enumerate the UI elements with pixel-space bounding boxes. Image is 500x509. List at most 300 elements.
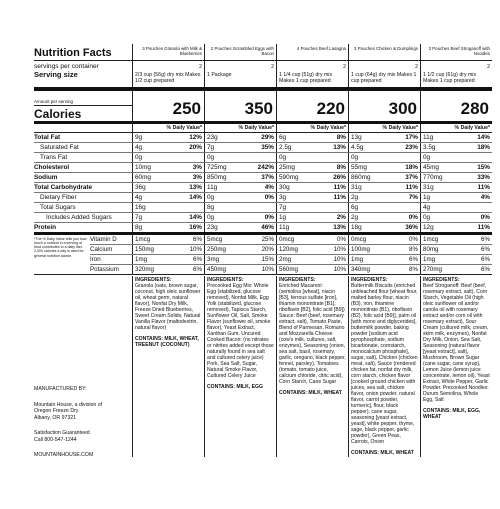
nutrient-daily-value: 12% [189, 133, 202, 141]
vitamin-cell [420, 245, 492, 254]
nutrient-cell [348, 203, 420, 212]
ingredients-text: Buttermilk Biscuits (enriched unbleached flour [wheat flour, malted barley flour, niacin (B3), iron, thiamine mononitrate (B1), riboflavin (B2), folic acid (B9)], palm oil [with mono and diglycerides], buttermilk powder, baking powder [sodium acid pyrophosphate, sodium bicarbonate, cornstarch, monocalcium phosphate], sugar, salt), Chicken (chicken meat, salt), Sauce (rendered chicken fat, nonfat dry milk, corn starch, chicken flavor [cooked ground chicken with juices, sea salt, chicken flavor, onion powder, natural flavor, carrot powder, turmeric], flour, black pepper), cane sugar, seasoning [yeast extract, yeast], white pepper, thyme, sage, black pepper, garlic powder), Green Peas, Carrots, Onion [351, 282, 418, 445]
vitamin-row [90, 235, 492, 245]
nutrient-daily-value: 0% [408, 213, 418, 221]
nutrient-amount: 12g [423, 223, 434, 231]
nutrient-amount: 0g [279, 153, 287, 161]
vitamin-cell [276, 235, 348, 244]
calories-value-5: 280 [420, 91, 492, 121]
nutrient-daily-value: 0% [264, 193, 274, 201]
vitamin-daily-value: 10% [333, 245, 346, 253]
nutrient-row [34, 203, 492, 213]
nutrient-amount: 0g [207, 153, 215, 161]
nutrient-row [34, 153, 492, 163]
vitamin-amount: 0mcg [351, 235, 367, 243]
daily-value-footnote: *The % Daily Value tells you how much a nutrient in a serving of food contributes to a daily diet. 2,000 calories a day is used for general nutrition advice. [34, 236, 87, 258]
nutrient-name: Saturated Fat [40, 143, 79, 151]
vitamin-cell [204, 245, 276, 254]
nutrient-cell [204, 213, 276, 222]
vitamin-amount: 80mg [423, 245, 439, 253]
allergen-statement: CONTAINS: MILK, WHEAT [279, 389, 342, 396]
vitamin-daily-value: 10% [333, 255, 346, 263]
nutrient-amount: 23g [207, 223, 218, 231]
nutrient-daily-value: 13% [333, 143, 346, 151]
nutrient-name: Total Sugars [40, 203, 76, 211]
nutrient-daily-value: 35% [261, 143, 274, 151]
nutrient-amount: 590mg [279, 173, 299, 181]
nutrient-cell [348, 223, 420, 232]
dv-spacer [34, 124, 132, 132]
nutrient-cell [420, 173, 492, 182]
nutrient-cell [276, 173, 348, 182]
nutrient-amount: 0g [135, 153, 143, 161]
vitamin-amount: 5mcg [207, 235, 223, 243]
nutrient-cell [276, 193, 348, 202]
vitamin-cell [132, 245, 204, 254]
vitamin-amount: 2mg [279, 255, 292, 263]
vitamin-amount: 0mcg [279, 235, 295, 243]
amount-per-serving: Amount per serving [34, 99, 132, 106]
vitamin-daily-value: 0% [337, 235, 346, 243]
nutrient-cell [420, 163, 492, 172]
manufacturer-heading: MANUFACTURED BY: [34, 386, 87, 392]
nutrient-amount: 7g [207, 143, 215, 151]
nutrient-amount: 7g [279, 203, 287, 211]
nutrient-amount: 8g [207, 203, 215, 211]
nutrient-cell [132, 183, 204, 192]
website: MOUNTAINHOUSE.COM [34, 452, 94, 458]
ingredients-cell-2 [204, 276, 276, 457]
vitamin-cell [420, 265, 492, 274]
vitamin-cell [348, 255, 420, 264]
nutrient-cell [204, 203, 276, 212]
ingredients-heading: INGREDIENTS: [279, 276, 316, 283]
vitamin-daily-value: 20% [261, 245, 274, 253]
nutrient-daily-value: 8% [336, 133, 346, 141]
nutrient-cell [276, 163, 348, 172]
nutrient-amount: 4.5g [351, 143, 364, 151]
ingredients-text: Beef Stroganoff: Beef (beef, rosemary extract, salt), Corn Starch, Vegetable Oil (high oleic sunflower oil and/or canola oil with rosemary extract and/or corn oil with rosemary extract), Sour Cream (cultured milk, cream, skim milk, enzymes), Nonfat Dry Milk, Onion, Sea Salt, Seasoning (natural flavor [yeast extract], salt), Mushroom, Brown Sugar (cane sugar, cane syrup), Lemon Juice (lemon juice concentrate, lemon oil), Yeast Extract, White Pepper, Garlic Powder. Precooked Noodles: Durum Semolina, Whole Egg, Salt [423, 282, 490, 403]
vitamin-amount: 1mg [423, 255, 436, 263]
nutrient-amount: 2g [351, 213, 359, 221]
vitamin-row [90, 265, 492, 274]
nutrient-amount: 4g [423, 203, 431, 211]
vitamin-amount: 100mg [351, 245, 370, 253]
nutrient-daily-value: 11% [333, 193, 346, 201]
daily-value-header: % Daily Value* [348, 124, 420, 132]
nutrient-cell [420, 203, 492, 212]
calories-value-1: 250 [132, 91, 204, 121]
vitamin-name: Potassium [90, 265, 119, 273]
allergen-statement: CONTAINS: MILK, WHEAT, TREENUT (COCONUT) [135, 335, 199, 348]
nutrient-amount: 0g [351, 153, 359, 161]
vitamin-name: Vitamin D [90, 235, 117, 243]
nutrient-amount: 10mg [135, 163, 151, 171]
column-header-1: 3 Pouches Granola with Milk & Blueberries [132, 44, 204, 60]
vitamin-amount: 1mcg [423, 235, 439, 243]
daily-value-header: % Daily Value* [204, 124, 276, 132]
nutrient-cell [132, 133, 204, 142]
vitamin-daily-value: 10% [261, 265, 274, 273]
label-title: Nutrition Facts [34, 47, 112, 59]
vitamin-cell [204, 235, 276, 244]
nutrient-daily-value: 26% [333, 173, 346, 181]
nutrient-row [34, 173, 492, 183]
vitamin-cell [204, 255, 276, 264]
nutrient-cell [276, 183, 348, 192]
nutrient-amount: 18g [351, 223, 362, 231]
column-header-4: 3 Pouches Chicken & Dumplings [348, 44, 420, 60]
vitamin-cell [348, 265, 420, 274]
nutrient-amount: 4g [135, 143, 143, 151]
vitamin-cell [204, 265, 276, 274]
nutrient-cell [276, 213, 348, 222]
serving-cell-5 [420, 61, 492, 87]
nutrient-cell [132, 193, 204, 202]
manufacturer-line-2: Oregon Freeze Dry [34, 408, 79, 414]
nutrient-daily-value: 14% [477, 133, 490, 141]
vitamin-amount: 120mg [279, 245, 298, 253]
column-header-3: 4 Pouches Beef Lasagna [276, 44, 348, 60]
vitamin-cell [348, 245, 420, 254]
ingredients-cell-5 [420, 276, 492, 457]
nutrient-daily-value: 37% [405, 173, 418, 181]
nutrient-amount: 3g [279, 193, 287, 201]
vitamin-cell [132, 255, 204, 264]
nutrient-cell [204, 143, 276, 152]
nutrient-amount: 725mg [207, 163, 227, 171]
nutrient-name: Total Carbohydrate [34, 183, 93, 191]
vitamin-rows [90, 235, 492, 274]
nutrient-name: Total Fat [34, 133, 61, 141]
nutrient-row [34, 193, 492, 203]
vitamin-amount: 320mg [135, 265, 154, 273]
vitamin-daily-value: 6% [193, 255, 202, 263]
nutrient-daily-value: 15% [477, 163, 490, 171]
serving-size: 1 1/4 cup (51g) dry mix Makes 1 cup prepared [279, 71, 333, 84]
serving-size: 1 Package [207, 71, 232, 78]
vitamin-cell [132, 235, 204, 244]
ingredients-text: Granola (oats, brown sugar, coconut, high oleic sunflower oil, wheat germ, natural flavor), Nonfat Dry Milk, Freeze Dried Blueberries, Sweet Cream Solids, Natural Vanilla Flavor (maltodextrin, natural flavor) [135, 282, 201, 331]
nutrient-amount: 1g [279, 213, 287, 221]
label-header [34, 44, 492, 61]
nutrient-amount: 36g [135, 183, 146, 191]
nutrient-cell [132, 163, 204, 172]
nutrient-cell [204, 153, 276, 162]
vitamin-cell [276, 255, 348, 264]
vitamin-amount: 340mg [351, 265, 370, 273]
vitamin-amount: 270mg [423, 265, 442, 273]
nutrient-name: Sodium [34, 173, 58, 181]
nutrient-cell [348, 213, 420, 222]
nutrient-amount: 850mg [207, 173, 227, 181]
serving-size-label: Serving size [34, 70, 78, 79]
ingredients-heading: INGREDIENTS: [423, 276, 460, 283]
nutrient-amount: 7g [135, 213, 143, 221]
daily-value-header: % Daily Value* [276, 124, 348, 132]
nutrient-cell [420, 153, 492, 162]
nutrient-amount: 1g [423, 193, 431, 201]
vitamin-amount: 250mg [207, 245, 226, 253]
vitamin-amount: 1mg [351, 255, 364, 263]
vitamin-daily-value: 10% [189, 245, 202, 253]
nutrient-cell [204, 133, 276, 142]
vitamin-amount: 1mcg [135, 235, 151, 243]
vitamin-cell [276, 265, 348, 274]
calories-value-2: 350 [204, 91, 276, 121]
vitamin-daily-value: 0% [409, 235, 418, 243]
daily-value-header-row [34, 124, 492, 133]
vitamin-daily-value: 6% [481, 265, 490, 273]
nutrient-amount: 25mg [279, 163, 295, 171]
nutrient-cell [132, 173, 204, 182]
calories-label: Calories [34, 106, 82, 121]
nutrient-amount: 0g [207, 193, 215, 201]
nutrient-amount: 3.5g [423, 143, 436, 151]
nutrient-daily-value: 36% [405, 223, 418, 231]
nutrient-amount: 6g [279, 133, 287, 141]
nutrient-amount: 11g [207, 183, 218, 191]
nutrient-cell [276, 143, 348, 152]
nutrient-daily-value: 17% [405, 133, 418, 141]
nutrient-daily-value: 11% [333, 183, 346, 191]
serving-cell-1 [132, 61, 204, 87]
vitamin-amount: 3mg [207, 255, 220, 263]
manufacturer-block [34, 386, 154, 459]
nutrient-amount: 4g [135, 193, 143, 201]
nutrient-cell [276, 153, 348, 162]
nutrient-amount: 860mg [351, 173, 371, 181]
nutrient-cell [276, 203, 348, 212]
vitamin-cell [420, 235, 492, 244]
nutrient-daily-value: 14% [189, 213, 202, 221]
vitamin-daily-value: 8% [409, 265, 418, 273]
column-header-5: 3 Pouches Beef Stroganoff with Noodles [420, 44, 492, 60]
nutrient-rows [34, 133, 492, 235]
servings-per-container: servings per container [34, 63, 99, 70]
vitamin-daily-value: 6% [481, 255, 490, 263]
nutrient-cell [420, 183, 492, 192]
ingredients-text: Precooked Egg Mix: Whole Egg (stabilized, glucose removed), Nonfat Milk, Egg Yolk (stabilized, glucose removed), Tapioca Starch, Sunflower Oil, Salt, Smoke Flavor (sunflower oil, smoke flavor), Yeast Extract, Xanthan Gum. Uncured Cooked Bacon: (no nitrates or nitrites added except those naturally found in sea salt and cultured celery juice) Pork, Sea Salt, Sugar, Natural Smoke Flavor, Cultured Celery Juice [207, 282, 274, 379]
nutrient-amount: 0g [423, 213, 431, 221]
nutrient-row [34, 213, 492, 223]
vitamin-daily-value: 6% [409, 255, 418, 263]
vitamin-daily-value: 6% [481, 235, 490, 243]
servings-count: 2 [271, 64, 274, 70]
nutrient-name: Includes Added Sugars [46, 213, 112, 221]
nutrient-amount: 8g [135, 223, 143, 231]
vitamin-daily-value: 6% [193, 235, 202, 243]
nutrient-daily-value: 13% [333, 223, 346, 231]
ingredients-cell-4 [348, 276, 420, 457]
vitamin-cell [276, 245, 348, 254]
nutrient-amount: 6g [351, 203, 359, 211]
nutrient-name: Trans Fat [40, 153, 68, 161]
column-header-2: 2 Pouches Scrambled Eggs with Bacon [204, 44, 276, 60]
nutrient-daily-value: 11% [477, 223, 490, 231]
ingredients-cell-3 [276, 276, 348, 457]
nutrient-amount: 16g [135, 203, 146, 211]
ingredients-heading: INGREDIENTS: [135, 276, 172, 283]
manufacturer-line-3: Albany, OR 97321 [34, 414, 77, 421]
nutrient-amount: 0g [423, 153, 431, 161]
nutrient-cell [204, 163, 276, 172]
serving-cell-3 [276, 61, 348, 87]
nutrient-daily-value: 13% [189, 183, 202, 191]
nutrient-amount: 23g [207, 133, 218, 141]
nutrient-daily-value: 29% [261, 133, 274, 141]
nutrient-cell [276, 223, 348, 232]
vitamin-cell [420, 255, 492, 264]
phone-number: Call 800-547-1244 [34, 436, 77, 443]
nutrient-amount: 9g [135, 133, 143, 141]
nutrient-daily-value: 242% [257, 163, 274, 171]
nutrient-amount: 55mg [351, 163, 367, 171]
nutrient-amount: 60mg [135, 173, 151, 181]
vitamin-daily-value: 6% [481, 245, 490, 253]
nutrient-amount: 11g [423, 133, 434, 141]
nutrient-amount: 0g [207, 213, 215, 221]
nutrient-cell [204, 223, 276, 232]
nutrient-cell [204, 193, 276, 202]
vitamin-daily-value: 6% [193, 265, 202, 273]
nutrient-daily-value: 4% [480, 193, 490, 201]
nutrient-daily-value: 37% [261, 173, 274, 181]
nutrient-cell [348, 193, 420, 202]
serving-cell-4 [348, 61, 420, 87]
nutrient-cell [420, 133, 492, 142]
vitamin-amount: 560mg [279, 265, 298, 273]
nutrient-cell [276, 133, 348, 142]
vitamin-daily-value: 15% [261, 255, 274, 263]
nutrient-amount: 13g [351, 133, 362, 141]
nutrient-cell [204, 183, 276, 192]
daily-value-header: % Daily Value* [420, 124, 492, 132]
nutrient-cell [348, 183, 420, 192]
ingredients-text: Enriched Macaroni: (semolina [wheat], niacin [B3], ferrous sulfate [iron], thiamin mononitrate [B1], riboflavin [B2], folic acid [B9]) Sauce: Beef (beef, rosemary extract, salt), Tomato Paste, Blend of Parmesan, Romano and Mozzarella Cheese (cow's milk, cultures, salt, enzymes), Seasoning (onion, sea salt, basil, rosemary, garlic, oregano, black pepper, fennel, parsley), Tomatoes (tomato, tomato juice, calcium chloride, citric acid), Corn Starch, Cane Sugar [279, 282, 346, 385]
vitamin-daily-value: 10% [333, 265, 346, 273]
nutrient-row [34, 183, 492, 193]
daily-value-header: % Daily Value* [132, 124, 204, 132]
nutrient-cell [420, 193, 492, 202]
nutrient-amount: 770mg [423, 173, 443, 181]
nutrient-amount: 31g [423, 183, 434, 191]
calories-row [34, 91, 492, 124]
vitamin-daily-value: 25% [261, 235, 274, 243]
calories-value-4: 300 [348, 91, 420, 121]
nutrient-daily-value: 3% [192, 173, 202, 181]
nutrient-cell [132, 203, 204, 212]
nutrient-cell [132, 153, 204, 162]
vitamin-amount: 150mg [135, 245, 154, 253]
nutrient-cell [348, 163, 420, 172]
nutrient-daily-value: 7% [408, 193, 418, 201]
nutrient-cell [132, 223, 204, 232]
servings-count: 2 [343, 64, 346, 70]
vitamin-row [90, 245, 492, 255]
nutrient-cell [132, 213, 204, 222]
nutrient-daily-value: 23% [405, 143, 418, 151]
nutrient-daily-value: 33% [477, 173, 490, 181]
vitamin-name: Calcium [90, 245, 113, 253]
serving-size: 1 1/2 cup (61g) dry mix Makes 1 cup prepared [423, 71, 477, 84]
nutrient-daily-value: 20% [189, 143, 202, 151]
manufacturer-line-1: Mountain House, a division of [34, 401, 103, 408]
nutrient-amount: 45mg [423, 163, 439, 171]
nutrient-row [34, 143, 492, 153]
servings-count: 2 [199, 64, 202, 70]
allergen-statement: CONTAINS: MILK, EGG [207, 383, 263, 390]
servings-row [34, 61, 492, 91]
nutrient-daily-value: 3% [192, 163, 202, 171]
serving-cell-2 [204, 61, 276, 87]
servings-count: 2 [487, 64, 490, 70]
nutrient-daily-value: 2% [336, 213, 346, 221]
nutrient-row [34, 163, 492, 173]
vitamin-cell [132, 265, 204, 274]
nutrient-daily-value: 16% [189, 223, 202, 231]
nutrient-cell [204, 173, 276, 182]
nutrient-cell [132, 143, 204, 152]
nutrient-amount: 11g [279, 223, 290, 231]
nutrient-amount: 2.5g [279, 143, 292, 151]
allergen-statement: CONTAINS: MILK, EGG, WHEAT [423, 407, 481, 420]
nutrient-daily-value: 46% [261, 223, 274, 231]
vitamin-amount: 1mg [135, 255, 148, 263]
nutrient-row [34, 223, 492, 235]
nutrient-daily-value: 8% [336, 163, 346, 171]
nutrient-amount: 31g [351, 183, 362, 191]
nutrient-cell [420, 143, 492, 152]
servings-info [34, 61, 132, 87]
ingredients-heading: INGREDIENTS: [351, 276, 388, 283]
serving-size: 1 cup (64g) dry mix Makes 1 cup prepared [351, 71, 417, 84]
nutrient-amount: 30g [279, 183, 290, 191]
nutrient-daily-value: 18% [405, 163, 418, 171]
nutrient-name: Protein [34, 223, 57, 231]
nutrient-row [34, 133, 492, 143]
vitamin-amount: 450mg [207, 265, 226, 273]
nutrient-name: Cholesterol [34, 163, 70, 171]
nutrient-daily-value: 0% [480, 213, 490, 221]
nutrient-cell [348, 143, 420, 152]
satisfaction-guarantee: Satisfaction Guaranteed [34, 430, 90, 436]
allergen-statement: CONTAINS: MILK, WHEAT [351, 449, 414, 456]
nutrient-daily-value: 14% [189, 193, 202, 201]
servings-count: 2 [415, 64, 418, 70]
nutrient-amount: 2g [351, 193, 359, 201]
nutrient-cell [348, 133, 420, 142]
ingredients-heading: INGREDIENTS: [207, 276, 244, 283]
vitamin-cell [348, 235, 420, 244]
nutrient-cell [420, 213, 492, 222]
nutrient-daily-value: 4% [264, 183, 274, 191]
nutrient-daily-value: 18% [477, 143, 490, 151]
vitamin-section [34, 235, 492, 275]
vitamin-daily-value: 8% [409, 245, 418, 253]
nutrient-daily-value: 0% [264, 213, 274, 221]
serving-size: 2/3 cup (56g) dry mix Makes 1/2 cup prepared [135, 71, 201, 84]
nutrient-cell [420, 223, 492, 232]
nutrient-cell [348, 153, 420, 162]
nutrient-name: Dietary Fiber [40, 193, 77, 201]
calories-value-3: 220 [276, 91, 348, 121]
vitamin-row [90, 255, 492, 265]
vitamin-name: Iron [90, 255, 101, 263]
nutrient-daily-value: 11% [405, 183, 418, 191]
calories-heading [34, 91, 132, 121]
nutrient-cell [348, 173, 420, 182]
